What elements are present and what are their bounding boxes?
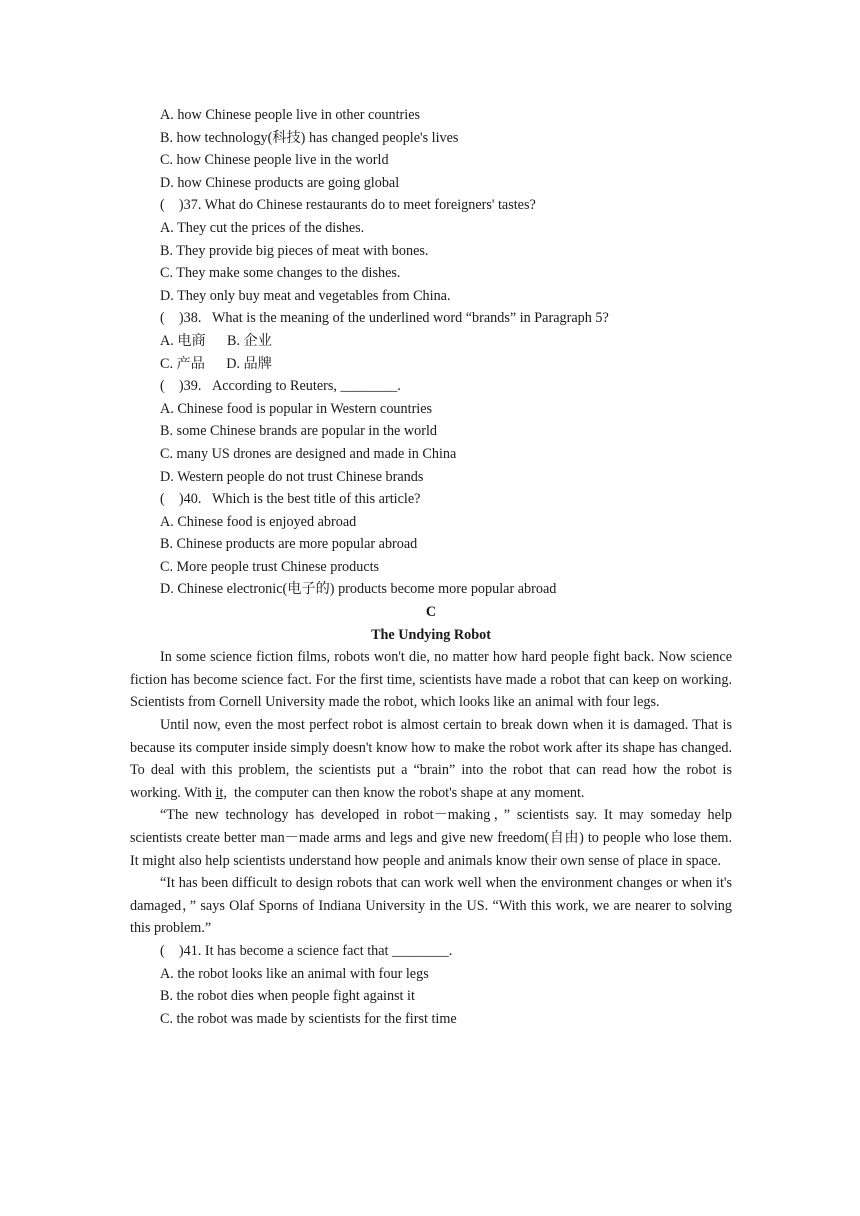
q37-option-d: D. They only buy meat and vegetables from China. — [160, 287, 451, 304]
paragraph-2-text-before: Until now, even the most perfect robot is almost certain to break down when it is damaged. That is because its computer inside simply doesn't know how to make the robot work after its shape has changed. To deal with this problem, the scientists put a “brain” into the robot that can read how the robot is working. With — [130, 717, 732, 801]
passage-title: The Undying Robot — [371, 626, 491, 643]
q36-option-b: B. how technology(科技) has changed people's lives — [160, 129, 459, 146]
q37-stem: ( )37. What do Chinese restaurants do to meet foreigners' tastes? — [160, 197, 536, 214]
paragraph-2 — [130, 714, 732, 804]
q40-option-a: A. Chinese food is enjoyed abroad — [160, 513, 357, 530]
q38-stem: ( )38. What is the meaning of the underlined word “brands” in Paragraph 5? — [160, 310, 609, 327]
q39-stem: ( )39. According to Reuters, ________. — [160, 378, 401, 395]
paragraph-3: “The new technology has developed in robot－making，” scientists say. It may someday help scientists create better man－made arms and legs and give new freedom(自由) to people who lose them. It might also help scientists understand how people and animals know their own sense of place in space. — [130, 807, 732, 869]
q39-option-c: C. many US drones are designed and made in China — [160, 445, 457, 462]
document-page — [130, 104, 732, 1030]
q41-option-b: B. the robot dies when people fight against it — [160, 988, 415, 1005]
q36-option-a: A. how Chinese people live in other countries — [160, 107, 421, 123]
q41-option-a: A. the robot looks like an animal with four legs — [160, 965, 429, 982]
q41-stem: ( )41. It has become a science fact that ________. — [160, 942, 453, 959]
q39-option-a: A. Chinese food is popular in Western countries — [160, 400, 433, 417]
paragraph-1: In some science fiction films, robots won't die, no matter how hard people fight back. Now science fiction has become science fact. For the first time, scientists have made a robot that can keep on working. Scientists from Cornell University made the robot, which looks like an animal with four legs. — [130, 649, 732, 711]
q39-option-d: D. Western people do not trust Chinese brands — [160, 468, 424, 485]
q41-option-c: C. the robot was made by scientists for the first time — [160, 1010, 457, 1027]
section-letter: C — [425, 604, 437, 621]
q37-option-a: A. They cut the prices of the dishes. — [160, 219, 365, 236]
q37-option-c: C. They make some changes to the dishes. — [160, 265, 401, 282]
q38-options-ab: A. 电商 B. 企业 — [160, 332, 272, 349]
q36-option-d: D. how Chinese products are going global — [160, 174, 400, 191]
q36-option-c: C. how Chinese people live in the world — [160, 152, 389, 169]
q38-options-cd: C. 产品 D. 品牌 — [160, 355, 272, 372]
q40-option-d: D. Chinese electronic(电子的) products become more popular abroad — [160, 581, 557, 598]
paragraph-2-text-after: the computer can then know the robot's shape at any moment. — [226, 784, 585, 801]
q40-option-b: B. Chinese products are more popular abroad — [160, 536, 418, 553]
q40-option-c: C. More people trust Chinese products — [160, 558, 380, 575]
underlined-word-it: it, — [215, 784, 227, 801]
q37-option-b: B. They provide big pieces of meat with bones. — [160, 242, 429, 259]
q39-option-b: B. some Chinese brands are popular in the world — [160, 423, 437, 440]
q40-stem: ( )40. Which is the best title of this article? — [160, 491, 421, 508]
paragraph-4: “It has been difficult to design robots that can work well when the environment changes or when it's damaged，” says Olaf Sporns of Indiana University in the US. “With this work, we are nearer to solving this problem.” — [130, 875, 732, 937]
